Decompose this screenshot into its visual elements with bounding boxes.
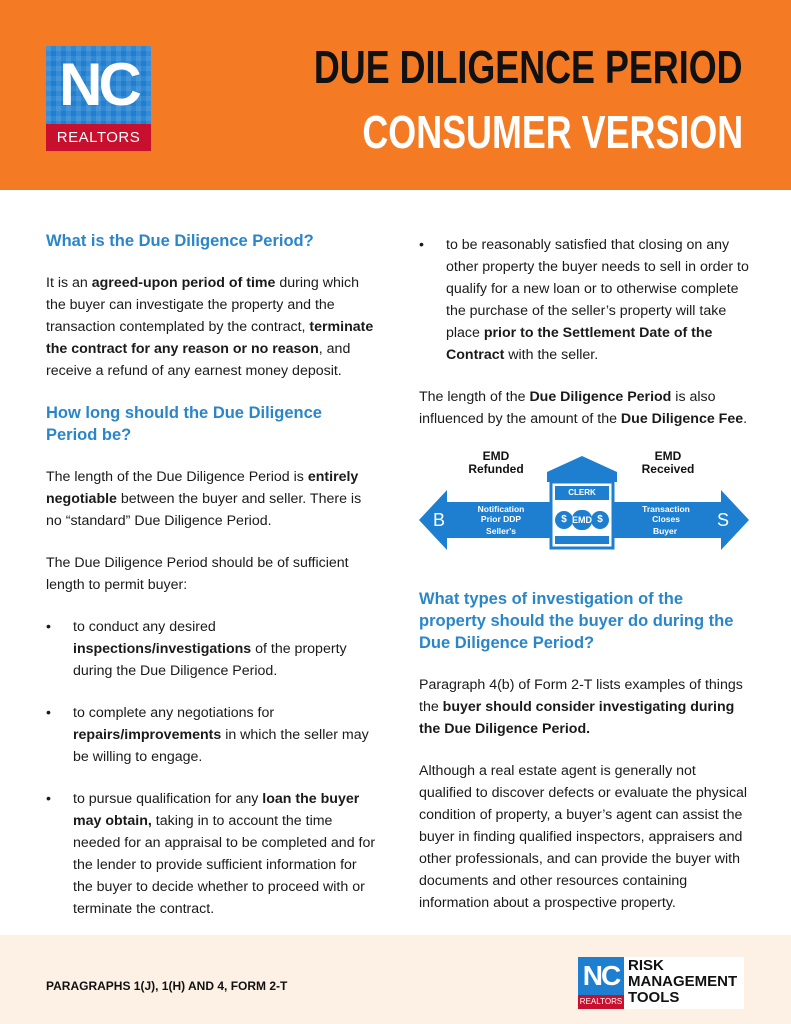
nc-realtors-logo bbox=[46, 46, 151, 151]
notification-prior-ddp-label: Notification Prior DDP bbox=[477, 504, 525, 524]
heading-what-is: What is the Due Diligence Period? bbox=[46, 232, 314, 250]
emd-received-label: EMD Received bbox=[641, 449, 695, 476]
text: between the buyer and seller. There is no “standard” Due Diligence Period. bbox=[46, 491, 362, 529]
length-fee-paragraph bbox=[419, 386, 749, 430]
buyer-purpose-list bbox=[46, 616, 376, 920]
sufficient-paragraph: The Due Diligence Period should be of sufficient length to permit buyer: bbox=[46, 555, 349, 593]
seller-letter: S bbox=[716, 510, 729, 530]
text: to pursue qualification for any bbox=[73, 791, 263, 807]
logo-nc-block bbox=[46, 46, 151, 124]
text: to complete any negotiations for bbox=[73, 705, 275, 721]
text: Paragraph 4(b) of Form 2-T lists examples of things the bbox=[419, 677, 743, 715]
sellers-inability-label: Seller's Inability bbox=[484, 526, 518, 546]
emd-label: EMD bbox=[572, 515, 592, 525]
text: during which the buyer can investigate the property and the transaction contemplated by the contract, bbox=[46, 275, 360, 335]
bold-text: Due Diligence Period bbox=[529, 389, 672, 405]
text: with the seller. bbox=[504, 347, 599, 363]
bold-text: inspections/investigations bbox=[73, 641, 252, 657]
text: , and receive a refund of any earnest money deposit. bbox=[46, 341, 351, 379]
footer-logo-realtors: REALTORS bbox=[578, 995, 624, 1009]
emd-diagram bbox=[419, 450, 749, 560]
list-item bbox=[46, 788, 376, 920]
footer-nc-logo bbox=[578, 957, 624, 1009]
risk-management-tools-text bbox=[628, 958, 737, 1006]
bold-text: Due Diligence Fee bbox=[620, 411, 744, 427]
heading-how-long: How long should the Due Diligence Period be? bbox=[46, 404, 322, 444]
bank-roof bbox=[547, 456, 617, 472]
text: The length of the bbox=[419, 389, 530, 405]
bold-text: agreed-upon period of time bbox=[91, 275, 276, 291]
text: The length of the Due Diligence Period is bbox=[46, 469, 308, 485]
dollar-sign-left: $ bbox=[561, 514, 567, 525]
list-item bbox=[46, 702, 376, 768]
footer-paragraph-references: PARAGRAPHS 1(J), 1(H) AND 4, FORM 2-T bbox=[46, 979, 288, 993]
bold-text: entirely negotiable bbox=[46, 469, 359, 507]
heading-investigation-types: What types of investigation of the property should the buyer do during the Due Diligence Period? bbox=[419, 590, 734, 652]
header-banner bbox=[0, 0, 791, 190]
clerk-label: CLERK bbox=[568, 488, 596, 497]
what-is-paragraph bbox=[46, 272, 376, 382]
transaction-closes-label: Transaction Closes bbox=[642, 504, 690, 524]
emd-refunded-label: EMD Refunded bbox=[468, 449, 524, 476]
list-item bbox=[419, 234, 749, 366]
agent-paragraph: Although a real estate agent is generally not qualified to discover defects or evaluate the physical condition of property, a buyer’s agent can assist the buyer in finding qualified inspectors, appraisers and other professionals, and can provide the buyer with documents and other resources containing information about a prospective property. bbox=[419, 763, 748, 911]
bold-text: repairs/improvements bbox=[73, 727, 222, 743]
bank-steps bbox=[555, 536, 609, 544]
logo-realtors-text: REALTORS bbox=[46, 124, 151, 151]
buyer-breaches-label: Buyer Breaches bbox=[645, 526, 685, 546]
buyer-purpose-list-cont bbox=[419, 234, 749, 366]
text: It is an bbox=[46, 275, 92, 291]
bold-text: prior to the Settlement Date of the Contract bbox=[446, 325, 713, 363]
text: to conduct any desired bbox=[73, 619, 216, 635]
buyer-letter: B bbox=[432, 510, 445, 530]
risk-management-tools-logo bbox=[578, 957, 744, 1009]
list-item bbox=[46, 616, 376, 682]
rmt-line: RISK bbox=[628, 957, 664, 974]
text: of the property during the Due Diligence Period. bbox=[73, 641, 347, 679]
length-paragraph bbox=[46, 466, 376, 532]
left-column bbox=[46, 230, 376, 940]
text: in which the seller may be willing to engage. bbox=[73, 727, 369, 765]
dollar-sign-right: $ bbox=[597, 514, 603, 525]
paragraph-4b bbox=[419, 674, 749, 740]
bold-text: loan the buyer may obtain, bbox=[73, 791, 360, 829]
bold-text: terminate the contract for any reason or no reason bbox=[46, 319, 374, 357]
rmt-line: MANAGEMENT bbox=[628, 973, 738, 990]
page-subtitle: CONSUMER VERSION bbox=[362, 106, 743, 158]
text: taking in to account the time needed for an appraisal to be completed and for the lender to provide sufficient information for the buyer to decide whether to proceed with or terminate the contract. bbox=[73, 813, 376, 917]
text: . bbox=[743, 411, 748, 427]
footer bbox=[0, 935, 791, 1024]
text: is also influenced by the amount of the bbox=[419, 389, 716, 427]
page-title: DUE DILIGENCE PERIOD bbox=[314, 41, 743, 93]
bold-text: buyer should consider investigating during the Due Diligence Period. bbox=[419, 699, 735, 737]
text: to be reasonably satisfied that closing on any other property the buyer needs to sell in order to qualify for a new loan or to otherwise complete the purchase of the seller’s property will take place bbox=[446, 237, 749, 341]
right-column bbox=[419, 234, 749, 934]
footer-logo-nc: NC bbox=[578, 957, 624, 995]
logo-nc-text: NC bbox=[59, 51, 138, 118]
rmt-line: TOOLS bbox=[628, 989, 680, 1006]
